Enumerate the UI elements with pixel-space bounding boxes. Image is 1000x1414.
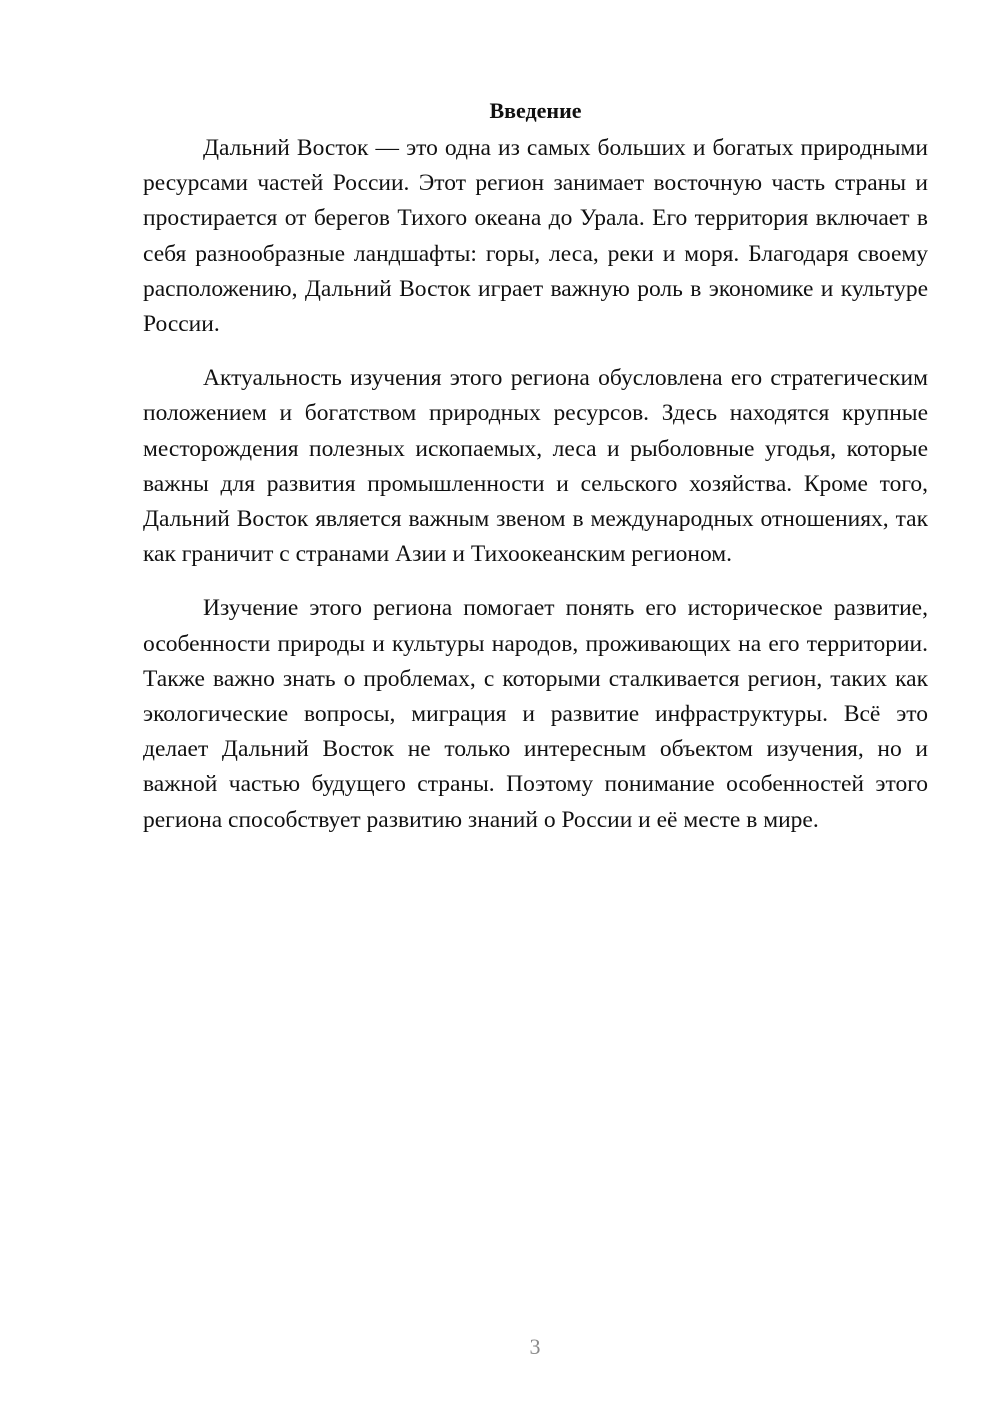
paragraph-intro: Дальний Восток — это одна из самых больших и богатых природными ресурсами частей России. Этот регион занимает восточную часть страны и простирается от берегов Тихого океана до Урала. Его территория включает в себя разнообразные ландшафты: горы, леса, реки и моря. Благодаря своему расположению, Дальний Восток играет важную роль в экономике и культуре России. <box>143 135 928 338</box>
section-heading: Введение <box>489 98 582 123</box>
paragraph-relevance: Актуальность изучения этого региона обусловлена его стратегическим положением и богатством природных ресурсов. Здесь находятся крупные месторождения полезных ископаемых, леса и рыболовные угодья, которые важны для развития промышленности и сельского хозяйства. Кроме того, Дальний Восток является важным звеном в международных отношениях, так как граничит с странами Азии и Тихоокеанским регионом. <box>143 365 928 568</box>
paragraph-study: Изучение этого региона помогает понять его историческое развитие, особенности природы и культуры народов, проживающих на его территории. Также важно знать о проблемах, с которыми сталкивается регион, таких как экологические вопросы, миграция и развитие инфраструктуры. Всё это делает Дальний Восток не только интересным объектом изучения, но и важной частью будущего страны. Поэтому понимание особенностей этого региона способствует развитию знаний о России и её месте в мире. <box>143 595 928 833</box>
document-body <box>143 96 928 857</box>
page-number: 3 <box>529 1334 541 1359</box>
